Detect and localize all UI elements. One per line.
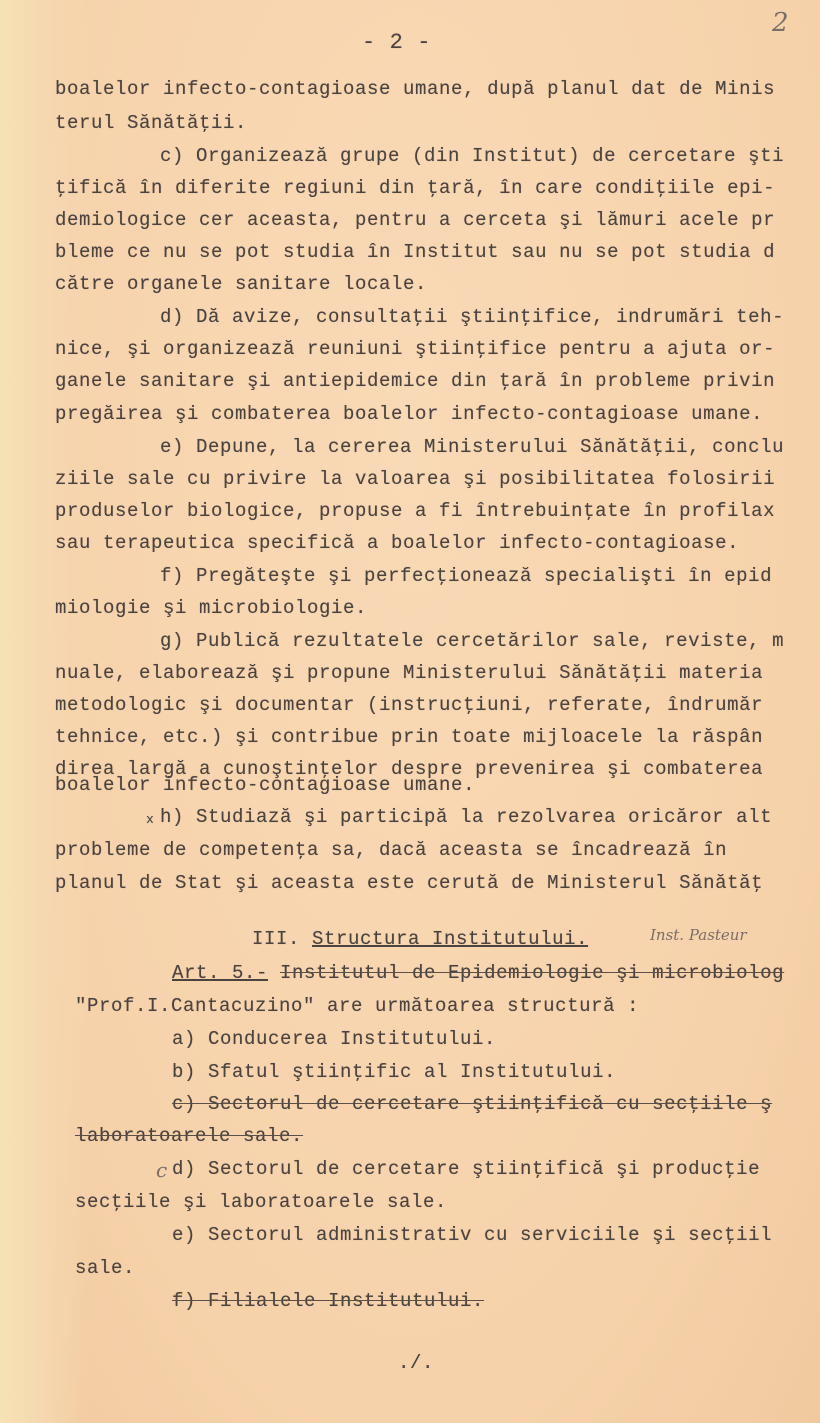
page-number: - 2 -: [362, 30, 432, 55]
body-line: terul Sănătăţii.: [55, 112, 248, 134]
paragraph-h: h) Studiază şi participă la rezolvarea oricăror alt: [160, 806, 773, 828]
body-line: probleme de competenţa sa, dacă aceasta se încadrează în: [55, 839, 728, 861]
body-line: metodologic şi documentar (instrucţiuni, referate, îndrumăr: [55, 694, 764, 716]
body-line: bleme ce nu se pot studia în Institut sau nu se pot studia d: [55, 241, 776, 263]
margin-mark-x: x: [146, 812, 155, 827]
body-line: direa largă a cunoştinţelor despre prevenirea şi combaterea: [55, 758, 764, 780]
handwritten-page-mark: 2: [772, 8, 789, 38]
paragraph-c: c) Organizează grupe (din Institut) de cercetare şti: [160, 145, 785, 167]
paragraph-d: d) Dă avize, consultaţii ştiinţifice, indrumări teh-: [160, 306, 785, 328]
structure-item-a: a) Conducerea Institutului.: [172, 1028, 497, 1050]
body-line: ganele sanitare şi antiepidemice din ţară în probleme privin: [55, 370, 776, 392]
body-line: ziile sale cu privire la valoarea şi posibilitatea folosirii: [55, 468, 776, 490]
structure-item-e: e) Sectorul administrativ cu serviciile şi secţiil: [172, 1224, 773, 1246]
body-line: boalelor infecto-contagioase umane, după planul dat de Minis: [55, 78, 776, 100]
paragraph-g: g) Publică rezultatele cercetărilor sale, reviste, m: [160, 630, 785, 652]
section-number: III.: [252, 928, 301, 950]
body-line: planul de Stat şi aceasta este cerută de Ministerul Sănătăţ: [55, 872, 764, 894]
continuation-mark: ./.: [398, 1352, 435, 1374]
section-title: Structura Institutului.: [312, 928, 589, 950]
structure-item-e-cont: sale.: [75, 1257, 136, 1279]
paragraph-f: f) Pregăteşte şi perfecţionează specialişti în epid: [160, 565, 773, 587]
paragraph-e: e) Depune, la cererea Ministerului Sănătăţii, conclu: [160, 436, 785, 458]
article-text-2: "Prof.I.Cantacuzino" are următoarea structură :: [75, 995, 640, 1017]
structure-item-c: c) Sectorul de cercetare ştiinţifică cu secţiile ş: [172, 1093, 773, 1115]
body-line: către organele sanitare locale.: [55, 273, 428, 295]
structure-item-d-cont: secţiile şi laboratoarele sale.: [75, 1191, 448, 1213]
margin-mark-c: c: [156, 1158, 168, 1182]
body-line: produselor biologice, propuse a fi întrebuinţate în profilax: [55, 500, 776, 522]
structure-item-c-cont: laboratoarele sale.: [75, 1125, 304, 1147]
article-text: Institutul de Epidemiologie şi microbiolog: [280, 962, 785, 984]
body-line: pregăirea şi combaterea boalelor infecto-contagioase umane.: [55, 403, 764, 425]
body-line: nuale, elaborează şi propune Ministerului Sănătăţii materia: [55, 662, 764, 684]
article-5: [172, 962, 784, 984]
structure-item-b: b) Sfatul ştiinţific al Institutului.: [172, 1061, 617, 1083]
body-line: demiologice cer aceasta, pentru a cerceta şi lămuri acele pr: [55, 209, 776, 231]
structure-item-f: f) Filialele Institutului.: [172, 1290, 485, 1312]
article-label: Art. 5.-: [172, 962, 269, 984]
body-line: tehnice, etc.) şi contribue prin toate mijloacele la răspân: [55, 726, 764, 748]
body-line: ţifică în diferite regiuni din ţară, în care condiţiile epi-: [55, 177, 776, 199]
body-line: boalelor infecto-contagioase umane.: [55, 774, 476, 796]
body-line: miologie şi microbiologie.: [55, 597, 368, 619]
handwritten-note: Inst. Pasteur: [650, 926, 747, 944]
section-heading: [252, 928, 588, 950]
body-line: nice, şi organizează reuniuni ştiinţifice pentru a ajuta or-: [55, 338, 776, 360]
structure-item-d: d) Sectorul de cercetare ştiinţifică şi producţie: [172, 1158, 761, 1180]
body-line: sau terapeutica specifică a boalelor infecto-contagioase.: [55, 532, 740, 554]
